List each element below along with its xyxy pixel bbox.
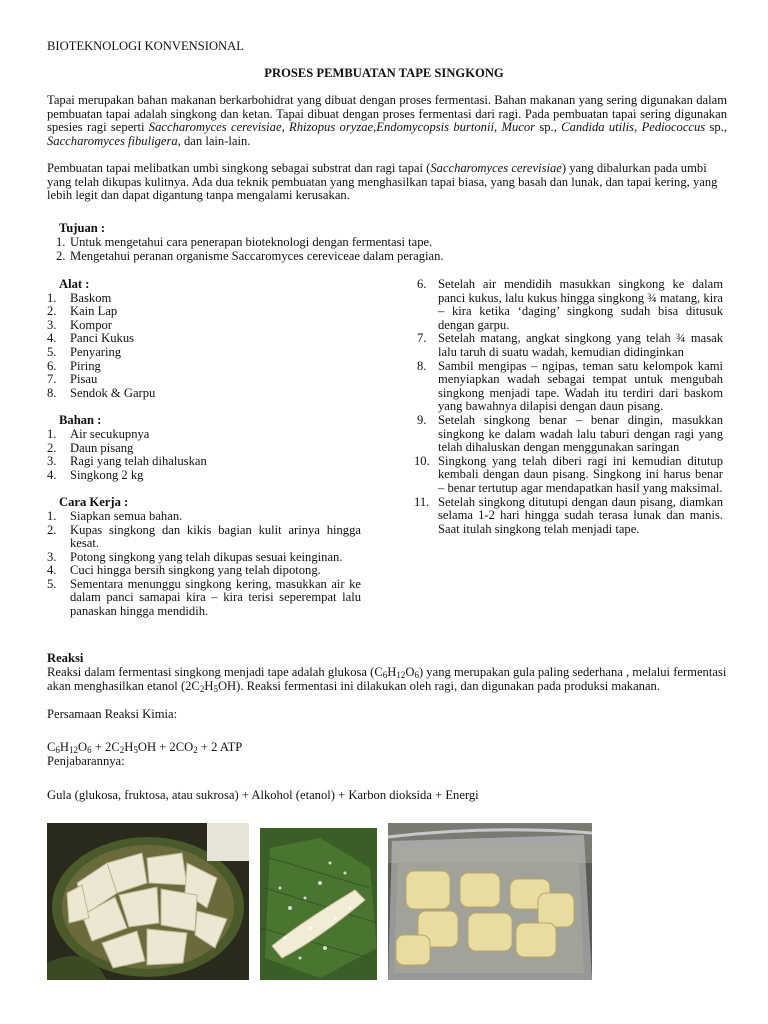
cara-kerja-list-left — [47, 510, 361, 619]
document-header: BIOTEKNOLOGI KONVENSIONAL — [47, 39, 244, 53]
cara-kerja-heading: Cara Kerja : — [59, 495, 129, 510]
list-item: 1. Baskom — [47, 290, 112, 305]
list-item: 8. Sambil mengipas – ngipas, teman satu kelompok kami menyiapkan wadah sebagai tempat untuk mengubah singkong menjadi tape. Wadah itu terdiri dari baskom yang bawahnya dilapisi dengan daun pisang. — [417, 358, 723, 414]
page-title: PROSES PEMBUATAN TAPE SINGKONG — [264, 66, 504, 80]
list-item: 7. Setelah matang, angkat singkong yang telah ¾ masak lalu taruh di suatu wadah, kemudian didinginkan — [417, 331, 723, 359]
list-item: 8. Sendok & Garpu — [47, 385, 156, 400]
intro-paragraph-2: Pembuatan tapai melibatkan umbi singkong sebagai substrat dan ragi tapai (Saccharomyces cerevisiae) yang dibalurkan pada umbi yang telah dikupas kulitnya. Ada dua teknik pembuatan yang menghasilkan tapai biasa, yang basah dan lunak, dan tapai kering, yang lebih legit dan dapat digantung tanpa mengalami kerusakan. — [47, 161, 718, 203]
photo-cassava-yeast-on-leaf — [260, 828, 377, 980]
alat-list — [47, 292, 361, 401]
list-item: 4. Singkong 2 kg — [47, 467, 144, 482]
photo-cassava-basket — [47, 823, 249, 980]
list-item: 5. Sementara menunggu singkong kering, masukkan air ke dalam panci samapai kira – kira terisi seperempat lalu panaskan hingga mendidih. — [47, 576, 361, 619]
penjabaran-text: Gula (glukosa, fruktosa, atau sukrosa) + Alkohol (etanol) + Karbon dioksida + Energi — [47, 788, 479, 802]
list-item: 2. Kupas singkong dan kikis bagian kulit arinya hingga kesat. — [47, 522, 361, 551]
list-item: 9. Setelah singkong benar – benar dingin, masukkan singkong ke dalam wadah lalu taburi dengan ragi yang telah dihaluskan dengan menggunakan saringan — [417, 412, 723, 455]
alat-heading: Alat : — [59, 277, 90, 291]
tujuan-heading: Tujuan : — [59, 221, 106, 235]
persamaan-label: Persamaan Reaksi Kimia: — [47, 707, 178, 721]
list-item: 4. Panci Kukus — [47, 331, 135, 346]
bahan-list — [47, 428, 361, 482]
reaksi-paragraph: Reaksi dalam fermentasi singkong menjadi tape adalah glukosa $(C_6H_{12}O_6)$ yang merupakan gula paling sederhana , melalui fermentasi akan menghasilkan etanol $(2C_2H_5OH)$. Reaksi fermentasi ini dilakukan oleh ragi, dan digunakan pada produksi makanan. — [47, 665, 727, 694]
list-item: 1. Siapkan semua bahan. — [47, 508, 183, 523]
left-column — [47, 278, 361, 619]
list-item: 7. Pisau — [47, 372, 98, 387]
chemical-equation: $C_6H_{12}O_6 + 2C_2H_5OH + 2CO_2 + 2$ ATP — [47, 740, 243, 755]
list-item: 5. Penyaring — [47, 344, 122, 359]
list-item: 1. Untuk mengetahui cara penerapan bioteknologi dengan fermentasi tape. — [56, 235, 433, 249]
list-item: 3. Kompor — [47, 317, 112, 332]
penjabaran-label: Penjabarannya: — [47, 754, 125, 768]
list-item: 6. Piring — [47, 358, 101, 373]
intro-paragraph-1: Tapai merupakan bahan makanan berkarbohidrat yang dibuat dengan proses fermentasi. Bahan makanan yang sering digunakan dalam pembuatan tapai adalah singkong dan ketan. Tapai dibuat dengan proses fermentasi dari ragi. Pada pembuatan tapai sering digunakan spesies ragi seperti Saccharomyces cerevisiae, Rhizopus oryzae,Endomycopsis burtonii, Mucor sp., Candida utilis, Pediococcus sp., Saccharomyces fibuligera, dan lain-lain. — [47, 93, 728, 148]
list-item: 1. Air secukupnya — [47, 426, 150, 441]
list-item: 4. Cuci hingga bersih singkong yang telah dipotong. — [47, 563, 321, 578]
tujuan-list — [47, 236, 727, 263]
list-item: 11. Setelah singkong ditutupi dengan daun pisang, diamkan selama 1-2 hari hingga sudah terasa lunak dan manis. Saat itulah singkong telah menjadi tape. — [414, 494, 723, 536]
list-item: 6. Setelah air mendidih masukkan singkong ke dalam panci kukus, lalu kukus hingga singkong ¾ matang, kira – kira ketika ‘daging’ singkong sudah bisa ditusuk dengan garpu. — [417, 277, 723, 332]
bahan-heading: Bahan : — [59, 413, 102, 428]
list-item: 2. Kain Lap — [47, 304, 118, 319]
cara-kerja-list-right — [415, 278, 723, 536]
list-item: 10. Singkong yang telah diberi ragi ini kemudian ditutup kembali dengan daun pisang. Singkong ini harus benar – benar tertutup agar mendapatkan hasil yang maksimal. — [414, 453, 723, 495]
list-item: 2. Daun pisang — [47, 440, 134, 455]
list-item: 3. Ragi yang telah dihaluskan — [47, 454, 207, 469]
photo-tape-in-container — [388, 823, 592, 980]
list-item: 2. Mengetahui peranan organisme Saccaromyces cereviceae dalam peragian. — [56, 248, 444, 263]
list-item: 3. Potong singkong yang telah dikupas sesuai keinginan. — [47, 549, 343, 564]
reaksi-heading: Reaksi — [47, 651, 84, 665]
